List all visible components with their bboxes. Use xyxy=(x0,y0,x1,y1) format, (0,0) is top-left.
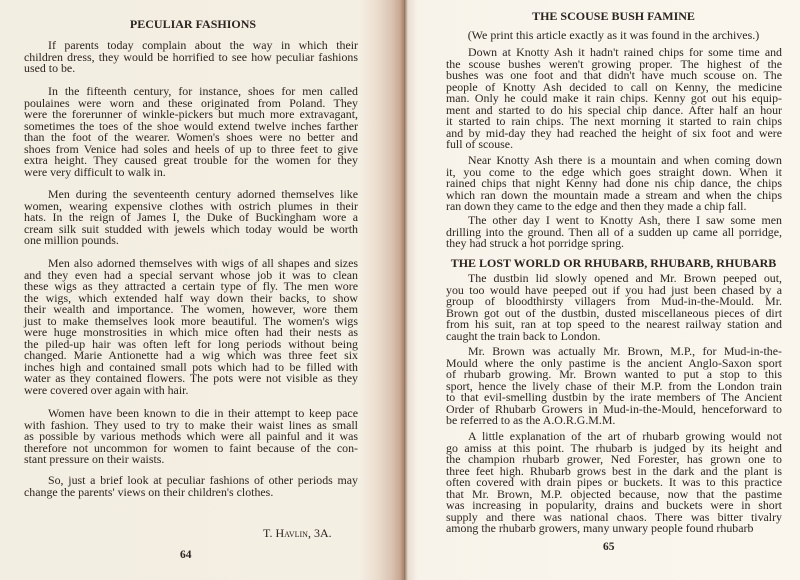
text-line: was increasing in popularity, drains and buckets were in short xyxy=(446,498,782,512)
text-line: sometimes the toes of the shoe would extend twelve inches farther xyxy=(24,118,358,133)
text-line: were covered over again with hair. xyxy=(24,382,189,397)
article-title: PECULIAR FASHIONS xyxy=(129,17,257,31)
text-line: change the parents' views on their children's clothes. xyxy=(24,484,274,499)
text-line: supply and there was national chaos. There was bitter tivalry xyxy=(446,509,782,524)
text-line: they had struck a hot porridge spring. xyxy=(446,236,624,250)
text-line: caught the train back to London. xyxy=(446,328,601,343)
text-line: A little explanation of the art of rhubarb growing would not xyxy=(468,429,782,443)
text-line: you too would have peeped out if you had just been chased by a xyxy=(446,282,782,297)
text-line: Order of Rhubarb Growers in Mud-in-the-Mould, henceforward to xyxy=(446,401,782,416)
text-line: it started to rain chips. The next morning it started to rain chips xyxy=(446,114,782,128)
text-line: group of bloodthirsty villagers from Mud-in-the-Mould. Mr. xyxy=(446,294,782,308)
text-line: poulaines were worn and these originated from Poland. They xyxy=(24,95,358,110)
text-line: children dress, they would be horrified to see how peculiar fashions xyxy=(24,49,358,64)
text-line: cream silk suit studded with jewels which today would be worth xyxy=(24,221,358,236)
text-line: Mould where the only pastime is the ancient Anglo-Saxon sport xyxy=(446,355,782,370)
text-line: ment and started to do his special chip dance. After half an hour xyxy=(446,102,782,117)
text-line: of rhubarb growing. Mr. Brown wanted to put a stop to this xyxy=(446,367,782,381)
article-subtitle: (We print this article exactly as it was found in the archives.) xyxy=(467,28,760,42)
text-line: Down at Knotty Ash it hadn't rained chips for some time and xyxy=(468,45,782,59)
text-line: and they even had a special servant whose job it was to clean xyxy=(24,267,358,282)
text-line: the wigs, which extended half way down their backs, to show xyxy=(24,290,358,305)
text-line: Women have been known to die in their attempt to keep pace xyxy=(48,406,358,420)
text-line: with fashion. They used to try to make their waist lines as small xyxy=(24,417,358,432)
text-line: people of Knotty Ash decided to call on Kenny, the medicine xyxy=(446,79,782,94)
text-line: Near Knotty Ash there is a mountain and when coming down xyxy=(468,153,782,167)
text-line: just to make themselves look more beautiful. The women's wigs xyxy=(24,313,358,328)
text-line: Brown got out of the dustbin, dusted miscellaneous pieces of dirt xyxy=(446,305,782,320)
text-line: as possible by various methods which were all painful and it was xyxy=(24,429,358,443)
text-line: So, just a brief look at peculiar fashions of other periods may xyxy=(48,473,358,487)
text-line: and by mid-day they had reached the height of six foot and were xyxy=(446,125,782,140)
text-line: ran down they came to the edge and then they made a chip fall. xyxy=(446,199,747,213)
text-line: changed. Marie Antionette had a wig which was three feet six xyxy=(24,348,358,362)
text-line: were huge monstrosities in which mice often had their nests as xyxy=(24,325,358,339)
text-line: stant pressure on their waists. xyxy=(24,452,165,466)
text-line: the piled-up hair was often left for long periods without being xyxy=(24,336,358,351)
text-line: rained chips that night Kenny had done nis chip dance, the chips xyxy=(446,176,782,190)
text-line: drilling into the ground. Then all of a sudden up came all porridge, xyxy=(446,224,782,239)
text-line: often covered with drain pipes or buckets. It was to this practice xyxy=(446,475,782,489)
text-line: Men also adorned themselves with wigs of all shapes and sizes xyxy=(48,256,358,270)
text-line: Men during the seventeenth century adorned themselves like xyxy=(48,187,358,201)
text-line: extra height. They caused great trouble for the women for they xyxy=(24,153,358,167)
text-line: these wigs as they attracted a certain type of fly. The men wore xyxy=(24,279,358,293)
text-line: The dustbin lid slowly opened and Mr. Brown peeped out, xyxy=(468,271,782,285)
text-line: were very difficult to walk in. xyxy=(24,164,166,179)
text-line: three feet high. Rhubarb grows best in the dark and the plant is xyxy=(446,463,782,478)
text-line: that Mr. Brown, M.P. objected because, now that the pastime xyxy=(446,486,782,501)
text-line: man. Only he could make it rain chips. Kenny got out his equip- xyxy=(446,91,782,105)
article-title: THE SCOUSE BUSH FAMINE xyxy=(532,9,695,23)
text-line: women, wearing expensive clothes with ostrich plumes in their xyxy=(24,198,358,213)
text-line: inches high and contained small pots which had to be filled with xyxy=(24,359,358,374)
text-line: bushes was one foot and that didn't have much scouse on. The xyxy=(446,68,782,82)
text-line: be referred to as the A.O.R.G.M.M. xyxy=(446,413,616,427)
text-line: it, you come to the edge which goes straight down. When it xyxy=(446,164,782,179)
text-line: the champion rhubarb grower, Ned Forester, has grown one to xyxy=(446,452,782,466)
text-line: which ran down the mountain made a stream and when the chips xyxy=(446,187,782,202)
text-line: among the rhubarb growers, many unwary people found rhubarb xyxy=(446,521,754,535)
page-number: 64 xyxy=(180,549,192,561)
author-signature: T. Havlin, 3A. xyxy=(263,526,332,540)
text-line: their wealth and importance. The women, however, wore them xyxy=(24,302,358,316)
text-line: full of scouse. xyxy=(446,137,514,151)
text-line: hats. In the reign of James I, the Duke of Buckingham wore a xyxy=(24,210,358,224)
text-line: sport, hence the lively chase of their M.P. from the London train xyxy=(446,378,782,393)
text-line: In the fifteenth century, for instance, shoes for men called xyxy=(48,84,358,98)
text-line: the scouse bushes weren't growing proper. The highest of the xyxy=(446,56,782,71)
text-line: Mr. Brown was actually Mr. Brown, M.P., for Mud-in-the- xyxy=(468,344,782,358)
right-page xyxy=(404,0,800,580)
article-title: THE LOST WORLD OR RHUBARB, RHUBARB, RHUBARB xyxy=(450,256,777,270)
text-line: The other day I went to Knotty Ash, there I saw some men xyxy=(468,213,782,227)
text-line: were the forerunner of winkle-pickers but much more extravagant, xyxy=(24,107,358,121)
text-line: used to be. xyxy=(24,61,76,75)
text-line: water as they contained flowers. The pots were not visible as they xyxy=(24,371,358,385)
text-line: shoes from Venice had soles and heels of up to three feet to give xyxy=(24,141,358,156)
page-number: 65 xyxy=(603,541,615,553)
text-line: go amiss at this point. The rhubarb is judged by its height and xyxy=(446,440,782,455)
text-line: one million pounds. xyxy=(24,233,119,247)
text-line: therefore not uncommon for women to faint because of the con- xyxy=(24,440,358,455)
text-line: from his suit, ran at top speed to the nearest railway station and xyxy=(446,317,782,331)
text-line: If parents today complain about the way in which their xyxy=(48,38,358,52)
text-line: to that evil-smelling dustbin by the irate members of The Ancient xyxy=(446,390,782,404)
text-line: than the foot of the wearer. Women's shoes were no better and xyxy=(24,130,358,144)
